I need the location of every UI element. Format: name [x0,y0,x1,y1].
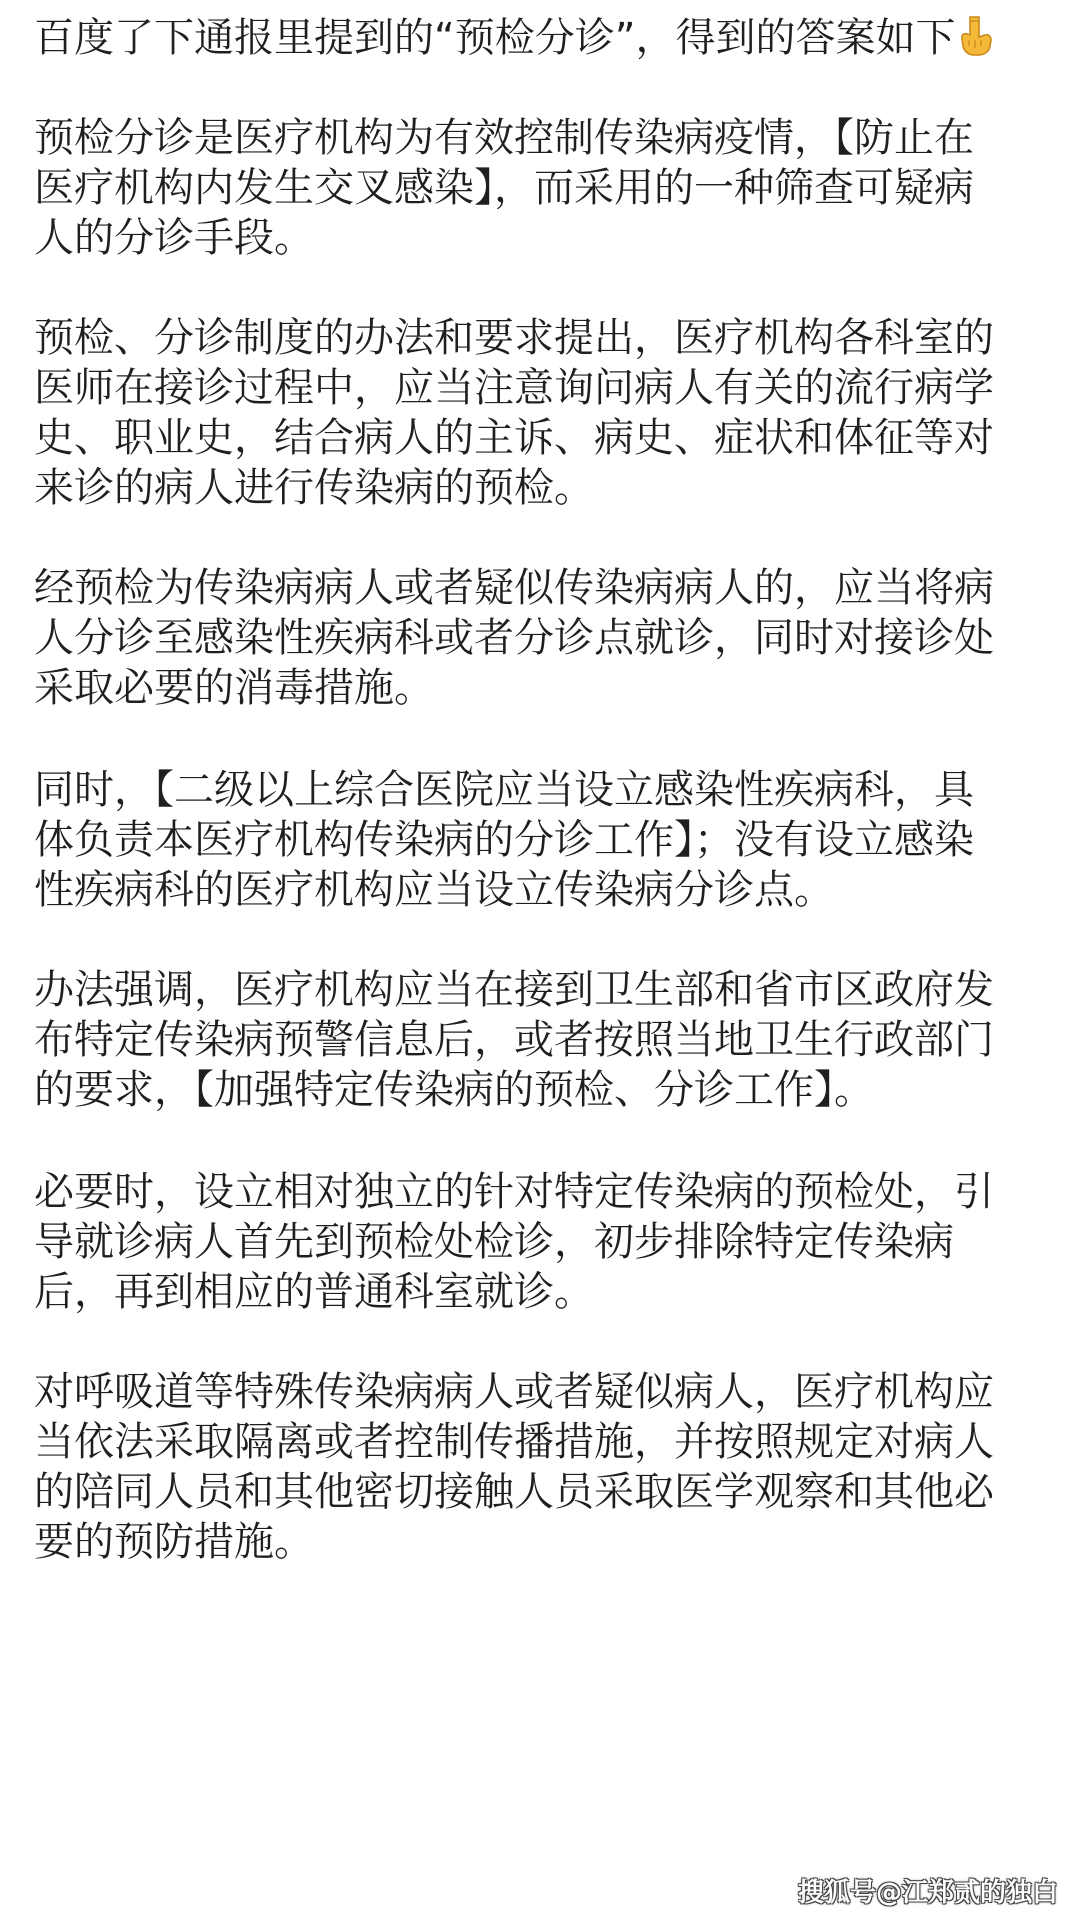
p2-line-4: 来诊的病人进行传染病的预检。 [34,465,594,511]
p5-line-1: 办法强调，医疗机构应当在接到卫生部和省市区政府发 [34,967,994,1013]
p4-line-1: 同时，【二级以上综合医院应当设立感染性疾病科，具 [34,767,974,813]
p5-line-2: 布特定传染病预警信息后，或者按照当地卫生行政部门 [34,1017,994,1063]
p4-line-3: 性疾病科的医疗机构应当设立传染病分诊点。 [34,867,834,913]
p3-line-3: 采取必要的消毒措施。 [34,665,434,711]
watermark-text: 搜狐号@江郑贰的独白 [797,1878,1058,1908]
intro-text: 百度了下通报里提到的“预检分诊”，得到的答案如下 [34,15,956,61]
p7-line-3: 的陪同人员和其他密切接触人员采取医学观察和其他必 [34,1469,994,1515]
p2-line-2: 医师在接诊过程中，应当注意询问病人有关的流行病学 [34,365,994,411]
p1-line-3: 人的分诊手段。 [34,215,314,261]
p3-line-1: 经预检为传染病病人或者疑似传染病病人的，应当将病 [34,565,994,611]
intro-line [34,8,995,68]
p1-line-2: 医疗机构内发生交叉感染】，而采用的一种筛查可疑病 [34,165,974,211]
p7-line-4: 要的预防措施。 [34,1519,314,1565]
p2-line-3: 史、职业史，结合病人的主诉、病史、症状和体征等对 [34,415,994,461]
p4-line-2: 体负责本医疗机构传染病的分诊工作】；没有设立感染 [34,817,974,863]
pointing-down-emoji-icon [957,13,995,57]
p1-line-1: 预检分诊是医疗机构为有效控制传染病疫情，【防止在 [34,115,974,161]
p7-line-1: 对呼吸道等特殊传染病病人或者疑似病人，医疗机构应 [34,1369,994,1415]
p6-line-3: 后，再到相应的普通科室就诊。 [34,1269,594,1315]
p3-line-2: 人分诊至感染性疾病科或者分诊点就诊，同时对接诊处 [34,615,994,661]
p7-line-2: 当依法采取隔离或者控制传播措施，并按照规定对病人 [34,1419,994,1465]
p6-line-1: 必要时，设立相对独立的针对特定传染病的预检处，引 [34,1169,994,1215]
p6-line-2: 导就诊病人首先到预检处检诊，初步排除特定传染病 [34,1219,954,1265]
p2-line-1: 预检、分诊制度的办法和要求提出，医疗机构各科室的 [34,315,994,361]
p5-line-3: 的要求，【加强特定传染病的预检、分诊工作】。 [34,1067,874,1113]
